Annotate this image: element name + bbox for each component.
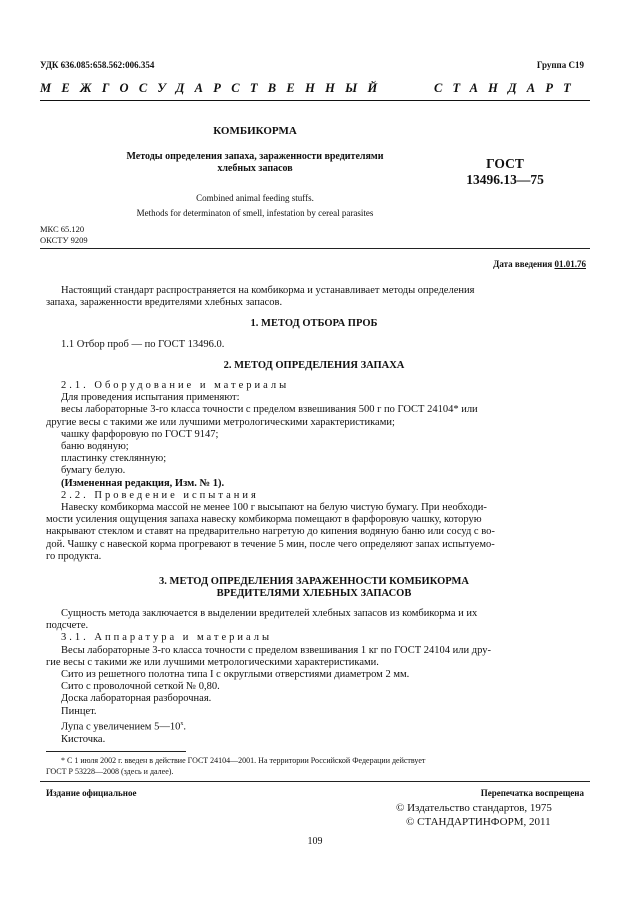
intro-date [493,259,586,269]
intro-paragraph [46,285,582,309]
s3-intro-line1: Сущность метода заключается в выделении вредителей хлебных запасов из комбикорма и их [61,608,478,619]
s31-line7-text: Лупа с увеличением 5—10 [61,721,181,733]
s31-line7-sup: х [180,720,184,727]
s21-line3: другие весы с такими же или лучшими метрологическими характеристиками; [46,416,395,428]
udk-code: УДК 636.085:658.562:006.354 [40,60,155,70]
doc-subtitle [95,151,415,174]
s22-line3: накрывают стеклом и ставят на предварительно нагретую до кипения водяную баню или сосуд с во- [46,526,495,538]
english-title-line2: Methods for determinaton of smell, infestation by cereal parasites [136,208,374,218]
footnote-line2: ГОСТ Р 53228—2008 (здесь и далее). [46,767,174,776]
banner-word-standard: СТАНДАРТ [434,81,581,95]
section1-heading: 1. МЕТОД ОТБОРА ПРОБ [250,318,378,329]
copyright-2011: © СТАНДАРТИНФОРМ, 2011 [406,816,551,828]
section2-heading: 2. МЕТОД ОПРЕДЕЛЕНИЯ ЗАПАХА [223,360,405,371]
s31-line7: Лупа с увеличением $5—10^х$. [61,720,186,733]
copyright-1975: © Издательство стандартов, 1975 [396,802,552,814]
page-number: 109 [307,836,323,847]
footnote-line1: * С 1 июля 2002 г. введен в действие ГОСТ 24104—2001. На территории Российской Федерации действует [61,756,426,765]
doc-subtitle-line2: хлебных запасов [217,162,293,174]
s21-line4: чашку фарфоровую по ГОСТ 9147; [61,428,219,440]
intro-line-2: запаха, зараженности вредителями хлебных запасов. [46,297,283,309]
copyright-block [394,801,584,829]
s22-line2: мости усиления ощущения запаха навеску комбикорма помещают в фарфоровую чашку, которую [46,514,482,526]
s21-line2: весы лабораторные 3-го класса точности с пределом взвешивания 500 г по ГОСТ 24104* или [61,404,478,416]
s3-intro-line2: подсчете. [46,620,89,632]
s21-amendment: (Измененная редакция, Изм. № 1). [61,477,225,489]
s22-title: 2.2. Проведение испытания [61,489,259,501]
footnote-rule [46,751,186,752]
english-title [70,191,440,221]
doc-title: КОМБИКОРМА [213,125,297,137]
header-rule [40,100,590,101]
doc-subtitle-line1: Методы определения запаха, зараженности вредителями [126,151,384,162]
banner-word-interstate: МЕЖГОСУДАРСТВЕННЫЙ [40,81,388,95]
title-rule [40,248,590,249]
gost-designation [440,156,570,188]
s22-line1: Навеску комбикорма массой не менее 100 г высыпают на белую чистую бумагу. При необходи- [61,502,487,514]
intro-line-1: Настоящий стандарт распространяется на комбикорма и устанавливает методы определения [61,285,475,296]
mks-code: МКС 65.120 [40,224,85,234]
reprint-notice: Перепечатка воспрещена [480,788,584,798]
section3-heading [46,576,582,600]
s22-line4: дой. Чашку с навеской корма прогревают в течение 5 мин, после чего определяют запах испытуемо- [46,538,495,550]
s31-line2: гие весы с такими же или лучшими метрологическими характеристиками. [46,656,379,668]
s31-line3: Сито из решетного полотна типа I с округлыми отверстиями диаметром 2 мм. [61,669,410,681]
s21-title: 2.1. Оборудование и материалы [61,380,290,391]
s21-line7: бумагу белую. [61,465,126,477]
okstu-code: ОКСТУ 9209 [40,235,88,245]
gost-number: 13496.13—75 [466,172,544,187]
section3-heading-line1: 3. МЕТОД ОПРЕДЕЛЕНИЯ ЗАРАЖЕННОСТИ КОМБИКОРМА [159,576,469,587]
section3-heading-line2: ВРЕДИТЕЛЯМИ ХЛЕБНЫХ ЗАПАСОВ [216,588,412,600]
s21-line1: Для проведения испытания применяют: [61,392,240,404]
s22-line5: го продукта. [46,550,102,562]
footnote [46,755,582,777]
intro-date-label: Дата введения [493,259,553,269]
s31-line8: Кисточка. [61,733,106,745]
s31-line5: Доска лабораторная разборочная. [61,693,212,705]
gost-label: ГОСТ [486,156,524,171]
s31-title: 3.1. Аппаратура и материалы [61,632,273,644]
s21-line5: баню водяную; [61,441,129,453]
s31-line4: Сито с проволочной сеткой № 0,80. [61,681,220,693]
intro-date-value: 01.01.76 [554,259,586,269]
section2-body [46,380,582,563]
section3-body [46,608,582,746]
official-edition: Издание официальное [46,788,137,798]
group-code: Группа С19 [536,60,584,70]
footer-rule [40,781,590,782]
classification-codes [40,224,88,246]
s31-line1: Весы лабораторные 3-го класса точности с пределом взвешивания 1 кг по ГОСТ 24104 или дру- [61,644,491,656]
s21-line6: пластинку стеклянную; [61,453,167,465]
s31-line6: Пинцет. [61,705,97,717]
english-title-line1: Combined animal feeding stuffs. [196,193,314,203]
section1-item: 1.1 Отбор проб — по ГОСТ 13496.0. [61,339,225,350]
